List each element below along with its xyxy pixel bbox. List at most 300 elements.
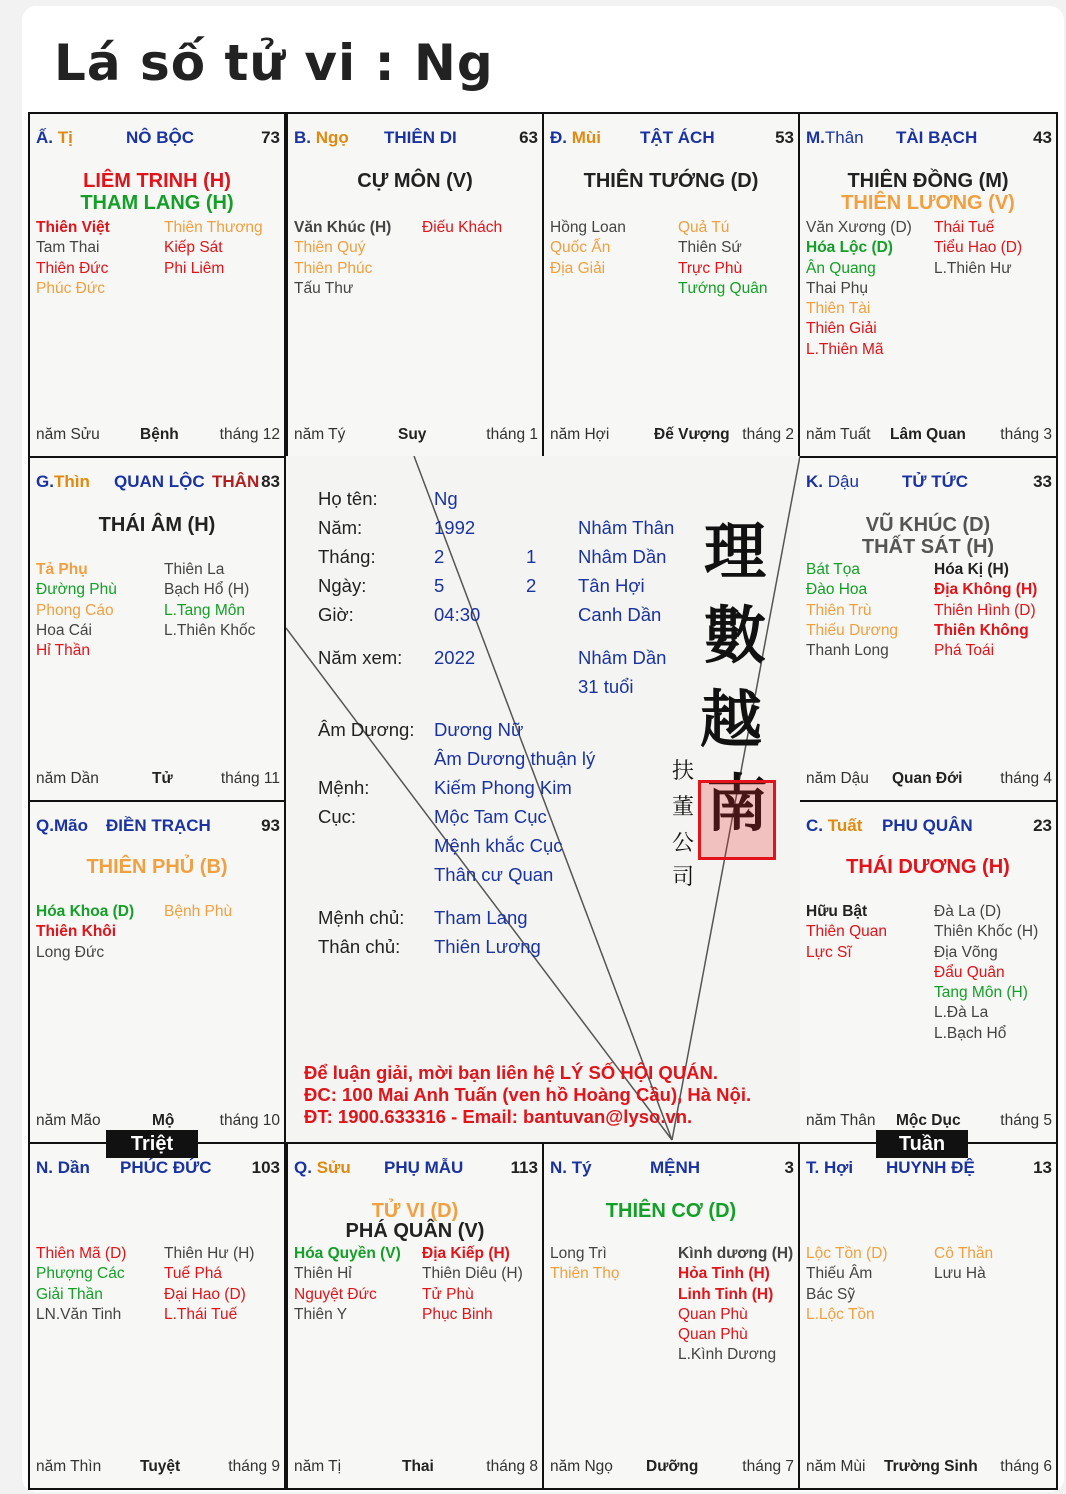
text-label: Mộ bbox=[152, 1112, 175, 1129]
text-label: Giải Thần bbox=[36, 1285, 103, 1303]
text-label: Hóa Khoa (D) bbox=[36, 903, 135, 920]
text-label: năm Tuất bbox=[806, 426, 871, 443]
text-label: Quả Tú bbox=[678, 219, 730, 236]
text-label: Thiên Mã (D) bbox=[36, 1245, 127, 1262]
star-column bbox=[678, 218, 767, 299]
text-label: 113 bbox=[510, 1158, 538, 1177]
text-label: Tả Phụ bbox=[36, 561, 88, 578]
text-label: Kiếp Sát bbox=[164, 239, 223, 257]
main-star: THIÊN CƠ (D) bbox=[605, 1200, 737, 1222]
text-label: Tử bbox=[152, 770, 173, 787]
text-label: 73 bbox=[261, 128, 280, 147]
palace-header bbox=[36, 472, 280, 496]
star-column bbox=[294, 218, 391, 299]
text-label: Linh Tinh (H) bbox=[678, 1285, 774, 1303]
text-label: năm Dậu bbox=[806, 770, 869, 787]
text-label: Trường Sinh bbox=[884, 1458, 978, 1475]
text-label: Hoa Cái bbox=[36, 621, 92, 639]
main-star: THIÊN TƯỚNG (D) bbox=[583, 170, 759, 192]
text-label: năm Tý bbox=[294, 426, 346, 443]
star-column bbox=[164, 1244, 254, 1325]
text-label: Tướng Quân bbox=[678, 279, 768, 297]
calligraphy-char: 越 bbox=[700, 683, 763, 756]
red-seal-stamp bbox=[698, 780, 776, 860]
palace-header bbox=[806, 128, 1052, 152]
text-label: 33 bbox=[1033, 472, 1052, 491]
palace-than bbox=[798, 112, 1058, 458]
text-label: Bệnh bbox=[140, 426, 179, 443]
text-label: Dương Nữ bbox=[434, 719, 524, 740]
text-label: Ấ. bbox=[36, 128, 53, 147]
text-label: Thiếu Âm bbox=[806, 1265, 873, 1283]
palace-hoi bbox=[798, 1142, 1058, 1490]
palace-ty bbox=[542, 1142, 800, 1490]
text-label: Phong Cáo bbox=[36, 601, 114, 619]
main-star: VŨ KHÚC (D) bbox=[865, 514, 991, 536]
palace-header bbox=[36, 1158, 280, 1182]
palace-footer bbox=[550, 1458, 794, 1478]
palace-ti bbox=[28, 112, 286, 458]
palace-mao bbox=[28, 800, 286, 1144]
star-column bbox=[164, 218, 263, 279]
star-column bbox=[36, 218, 110, 299]
palace-dau bbox=[798, 456, 1058, 802]
text-label: L.Thiên Khốc bbox=[164, 621, 256, 639]
text-label: L.Tang Môn bbox=[164, 601, 245, 619]
text-label: Thái Tuế bbox=[934, 219, 995, 236]
star-column bbox=[294, 1244, 401, 1325]
text-label: Địa Giải bbox=[550, 259, 606, 277]
text-label: M. bbox=[806, 128, 825, 147]
text-label: Địa Không (H) bbox=[934, 581, 1038, 599]
text-label: Văn Khúc (H) bbox=[294, 219, 392, 236]
text-label: TẬT ÁCH bbox=[640, 128, 715, 147]
text-label: Đ. bbox=[550, 128, 567, 147]
text-label: Địa Kiếp (H) bbox=[422, 1245, 510, 1262]
text-label: Quan Phù bbox=[678, 1305, 748, 1323]
text-label: Dần bbox=[57, 1158, 90, 1177]
palace-footer bbox=[294, 1458, 538, 1478]
text-label: 63 bbox=[519, 128, 538, 147]
text-label: tháng 2 bbox=[742, 426, 794, 443]
text-label: Ngọ bbox=[315, 128, 349, 147]
text-label: Thiên Sứ bbox=[678, 239, 742, 257]
text-label: Thiên Hỉ bbox=[294, 1265, 352, 1283]
palace-header bbox=[294, 128, 538, 152]
text-label: Tháng: bbox=[318, 546, 376, 567]
palace-footer bbox=[36, 1112, 280, 1132]
main-star: LIÊM TRINH (H) bbox=[83, 170, 231, 192]
star-column bbox=[164, 560, 255, 641]
text-label: Tuyệt bbox=[140, 1458, 181, 1475]
text-label: T. bbox=[806, 1158, 820, 1177]
palace-footer bbox=[550, 426, 794, 446]
star-column bbox=[164, 902, 232, 922]
text-label: Bệnh Phù bbox=[164, 903, 233, 920]
text-label: Tấu Thư bbox=[294, 279, 354, 297]
text-label: Thiên Tài bbox=[806, 300, 871, 318]
text-label: tháng 9 bbox=[228, 1458, 280, 1475]
text-label: Thiên Diêu (H) bbox=[422, 1265, 523, 1283]
palace-header bbox=[550, 1158, 794, 1182]
text-label: Đường Phù bbox=[36, 581, 117, 599]
calligraphy-char: 南 bbox=[706, 767, 769, 840]
text-label: Lưu Hà bbox=[934, 1265, 986, 1283]
text-label: Họ tên: bbox=[318, 488, 378, 509]
text-label: Thiên La bbox=[164, 561, 225, 578]
palace-footer bbox=[806, 1458, 1052, 1478]
text-label: 13 bbox=[1033, 1158, 1052, 1177]
text-label: Thiên Không bbox=[934, 621, 1029, 639]
text-label: Nhâm Dần bbox=[578, 647, 667, 668]
text-label: năm Tị bbox=[294, 1458, 342, 1475]
contact-line: Để luận giải, mời bạn liên hệ LÝ SỐ HỘI QUÁN. bbox=[304, 1062, 719, 1083]
text-label: Mệnh: bbox=[318, 777, 370, 798]
text-label: Tiểu Hao (D) bbox=[934, 239, 1023, 257]
text-label: 1 bbox=[526, 546, 537, 567]
text-label: L.Thiên Hư bbox=[934, 259, 1012, 277]
tuan-badge: Tuần bbox=[876, 1130, 968, 1158]
text-label: 23 bbox=[1033, 816, 1052, 835]
star-column bbox=[36, 1244, 126, 1325]
text-label: THIÊN DI bbox=[384, 128, 457, 147]
text-label: 董 bbox=[672, 795, 695, 820]
text-label: Long Trì bbox=[550, 1245, 607, 1262]
text-label: Cục: bbox=[318, 806, 357, 827]
palace-footer bbox=[806, 426, 1052, 446]
text-label: Tân Hợi bbox=[578, 575, 645, 596]
name-value: Ng bbox=[434, 488, 458, 509]
text-label: tháng 7 bbox=[742, 1458, 794, 1475]
text-label: K. bbox=[806, 472, 823, 491]
palace-footer bbox=[36, 1458, 280, 1478]
text-label: tháng 8 bbox=[486, 1458, 538, 1475]
text-label: Mộc Tam Cục bbox=[434, 806, 547, 827]
text-label: Lực Sĩ bbox=[806, 943, 852, 961]
text-label: Nhâm Thân bbox=[578, 517, 675, 538]
main-star: TỬ VI (D) bbox=[371, 1200, 459, 1222]
star-column bbox=[550, 1244, 620, 1285]
palace-footer bbox=[36, 426, 280, 446]
text-label: Nguyệt Đức bbox=[294, 1285, 377, 1303]
text-label: L.Thiên Mã bbox=[806, 340, 884, 358]
text-label: QUAN LỘC bbox=[114, 472, 205, 491]
text-label: Hỏa Tinh (H) bbox=[678, 1265, 770, 1283]
text-label: PHU QUÂN bbox=[882, 816, 973, 835]
text-label: N. bbox=[550, 1158, 567, 1177]
text-label: 103 bbox=[251, 1158, 280, 1177]
text-label: Phi Liêm bbox=[164, 259, 225, 277]
text-label: Thiên Y bbox=[294, 1305, 348, 1323]
text-label: Tý bbox=[571, 1158, 592, 1177]
text-label: Âm Dương: bbox=[318, 719, 415, 740]
palace-tuat bbox=[798, 800, 1058, 1144]
text-label: 43 bbox=[1033, 128, 1052, 147]
text-label: năm Mùi bbox=[806, 1458, 866, 1475]
text-label: PHỤ MẪU bbox=[384, 1158, 464, 1177]
text-label: Thiên Trù bbox=[806, 601, 872, 619]
text-label: tháng 5 bbox=[1000, 1112, 1052, 1129]
text-label: Điếu Khách bbox=[422, 219, 503, 236]
text-label: Thiếu Dương bbox=[806, 621, 899, 639]
star-column bbox=[934, 560, 1037, 661]
star-column bbox=[934, 218, 1022, 279]
text-label: Hóa Quyền (V) bbox=[294, 1245, 401, 1262]
star-column bbox=[806, 560, 898, 661]
text-label: Địa Võng bbox=[934, 943, 998, 961]
star-column bbox=[934, 1244, 993, 1285]
main-star: THAM LANG (H) bbox=[80, 192, 234, 214]
text-label: 3 bbox=[784, 1158, 794, 1177]
text-label: 31 tuổi bbox=[578, 676, 634, 697]
palace-header bbox=[806, 1158, 1052, 1182]
text-label: Mão bbox=[53, 816, 88, 835]
text-label: Tử Phù bbox=[422, 1285, 474, 1303]
text-label: G. bbox=[36, 472, 54, 491]
text-label: năm Ngọ bbox=[550, 1458, 613, 1475]
text-label: tháng 11 bbox=[220, 770, 280, 787]
text-label: Tham Lang bbox=[434, 907, 528, 928]
contact-line: ĐT: 1900.633316 - Email: bantuvan@lyso.vn. bbox=[304, 1106, 693, 1127]
text-label: Phúc Đức bbox=[36, 279, 105, 297]
text-label: Tang Môn (H) bbox=[934, 984, 1028, 1002]
palace-header bbox=[36, 816, 280, 840]
star-column bbox=[422, 218, 502, 238]
text-label: Hóa Lộc (D) bbox=[806, 239, 893, 257]
text-label: Bát Tọa bbox=[806, 561, 861, 578]
text-label: Thanh Long bbox=[806, 642, 889, 660]
text-label: 93 bbox=[261, 816, 280, 835]
text-label: Âm Dương thuận lý bbox=[434, 748, 596, 769]
main-star: THIÊN LƯƠNG (V) bbox=[841, 192, 1015, 214]
text-label: L.Kình Dương bbox=[678, 1346, 777, 1364]
text-label: Q. bbox=[294, 1158, 312, 1177]
text-label: Văn Xương (D) bbox=[806, 219, 912, 236]
star-column bbox=[550, 218, 626, 279]
text-label: Thiên Khốc (H) bbox=[934, 923, 1039, 941]
text-label: tháng 1 bbox=[486, 426, 538, 443]
text-label: Trực Phù bbox=[678, 259, 743, 277]
text-label: Thiên Đức bbox=[36, 259, 109, 277]
text-label: MỆNH bbox=[650, 1158, 701, 1177]
text-label: Dưỡng bbox=[646, 1458, 699, 1475]
text-label: Phá Toái bbox=[934, 642, 995, 660]
text-label: Năm: bbox=[318, 517, 363, 538]
star-column bbox=[806, 1244, 888, 1325]
text-label: Hữu Bật bbox=[806, 903, 868, 920]
palace-dan bbox=[28, 1142, 286, 1490]
text-label: Phượng Các bbox=[36, 1265, 125, 1283]
text-label: Thìn bbox=[53, 472, 90, 491]
star-column bbox=[36, 902, 134, 963]
text-label: Thai Phụ bbox=[806, 279, 869, 297]
palace-header bbox=[806, 816, 1052, 840]
text-label: L.Thái Tuế bbox=[164, 1305, 238, 1323]
text-label: Hỉ Thần bbox=[36, 642, 90, 660]
text-label: tháng 12 bbox=[219, 426, 280, 443]
text-label: TỬ TỨC bbox=[902, 472, 968, 491]
text-label: 04:30 bbox=[434, 604, 481, 625]
text-label: Thân cư Quan bbox=[434, 864, 554, 885]
page-title: Lá số tử vi : Ng bbox=[54, 34, 494, 92]
text-label: năm Dần bbox=[36, 770, 99, 787]
text-label: Thiên Lương bbox=[434, 936, 541, 957]
text-label: năm Sửu bbox=[36, 426, 100, 443]
text-label: Sửu bbox=[316, 1158, 351, 1177]
text-label: ĐIỀN TRẠCH bbox=[106, 816, 211, 835]
text-label: L.Đà La bbox=[934, 1004, 989, 1022]
text-label: 1992 bbox=[434, 517, 476, 538]
palace-mui bbox=[542, 112, 800, 458]
text-label: Q. bbox=[36, 816, 54, 835]
text-label: Bác Sỹ bbox=[806, 1285, 856, 1303]
text-label: tháng 3 bbox=[1000, 426, 1052, 443]
text-label: Thiên Giải bbox=[806, 320, 877, 338]
text-label: N. bbox=[36, 1158, 53, 1177]
text-label: Đại Hao (D) bbox=[164, 1285, 246, 1303]
calligraphy-char: 數 bbox=[704, 599, 767, 672]
palace-suu bbox=[286, 1142, 544, 1490]
text-label: tháng 6 bbox=[1000, 1458, 1052, 1475]
palace-footer bbox=[806, 770, 1052, 790]
text-label: Quan Đới bbox=[892, 770, 963, 787]
text-label: Tị bbox=[57, 128, 73, 147]
text-label: Mùi bbox=[571, 128, 602, 147]
text-label: Thân bbox=[824, 128, 864, 147]
main-star: PHÁ QUÂN (V) bbox=[345, 1220, 485, 1242]
palace-header bbox=[806, 472, 1052, 496]
palace-header bbox=[550, 128, 794, 152]
text-label: HUYNH ĐỆ bbox=[886, 1158, 975, 1177]
text-label: Quan Phù bbox=[678, 1326, 748, 1344]
text-label: LN.Văn Tinh bbox=[36, 1305, 122, 1323]
palace-ngo bbox=[286, 112, 544, 458]
triet-badge: Triệt bbox=[106, 1130, 198, 1158]
main-star: CỰ MÔN (V) bbox=[357, 170, 473, 192]
text-label: Hợi bbox=[823, 1158, 854, 1177]
main-star: THIÊN ĐỒNG (M) bbox=[847, 170, 1009, 192]
star-column bbox=[806, 902, 887, 963]
text-label: Mệnh chủ: bbox=[318, 907, 405, 928]
text-label: Thiên Việt bbox=[36, 219, 110, 236]
text-label: Kiếm Phong Kim bbox=[434, 777, 572, 798]
text-label: Tam Thai bbox=[36, 239, 100, 257]
text-label: Thai bbox=[402, 1458, 434, 1475]
text-label: Kình dương (H) bbox=[678, 1245, 794, 1262]
text-label: Thân chủ: bbox=[318, 936, 401, 957]
text-label: tháng 4 bbox=[1000, 770, 1052, 787]
text-label: 司 bbox=[672, 865, 695, 890]
text-label: Nhâm Dần bbox=[578, 546, 667, 567]
contact-line: ĐC: 100 Mai Anh Tuấn (ven hồ Hoàng Cầu), Hà Nội. bbox=[304, 1084, 752, 1105]
text-label: 2022 bbox=[434, 647, 476, 668]
text-label: B. bbox=[294, 128, 311, 147]
text-label: Canh Dần bbox=[578, 604, 662, 625]
star-column bbox=[678, 1244, 793, 1366]
text-label: L.Lộc Tồn bbox=[806, 1305, 875, 1323]
text-label: Thiên Quan bbox=[806, 923, 887, 941]
text-label: Hóa Kị (H) bbox=[934, 561, 1009, 578]
text-label: Long Đức bbox=[36, 943, 105, 961]
text-label: năm Hợi bbox=[550, 426, 610, 443]
text-label: TÀI BẠCH bbox=[896, 128, 978, 147]
text-label: Quốc Ấn bbox=[550, 239, 611, 257]
main-star: THÁI DƯƠNG (H) bbox=[846, 856, 1010, 878]
text-label: Ngày: bbox=[318, 575, 367, 596]
palace-header bbox=[294, 1158, 538, 1182]
text-label: Lộc Tồn (D) bbox=[806, 1245, 888, 1262]
text-label: Thiên Hư (H) bbox=[164, 1245, 255, 1262]
text-label: Tuất bbox=[827, 816, 863, 835]
text-label: Lâm Quan bbox=[890, 426, 966, 443]
center-info-panel bbox=[286, 456, 800, 1142]
text-label: Mệnh khắc Cục bbox=[434, 835, 563, 856]
text-label: Giờ: bbox=[318, 604, 354, 625]
text-label: Suy bbox=[398, 426, 427, 443]
palace-footer bbox=[294, 426, 538, 446]
text-label: tháng 10 bbox=[219, 1112, 280, 1129]
text-label: Thiên Thương bbox=[164, 219, 263, 236]
text-label: Phục Binh bbox=[422, 1305, 493, 1323]
text-label: Tuế Phá bbox=[164, 1265, 223, 1283]
star-column bbox=[422, 1244, 523, 1325]
text-label: PHÚC ĐỨC bbox=[120, 1158, 212, 1177]
text-label: 2 bbox=[526, 575, 537, 596]
text-label: Cô Thần bbox=[934, 1245, 994, 1262]
text-label: năm Thân bbox=[806, 1112, 876, 1129]
text-label: THÂN bbox=[212, 472, 260, 491]
star-column bbox=[36, 560, 117, 661]
text-label: năm Mão bbox=[36, 1112, 101, 1129]
text-label: 公 bbox=[672, 831, 695, 856]
text-label: năm Thìn bbox=[36, 1458, 102, 1475]
main-star: THẤT SÁT (H) bbox=[861, 536, 995, 558]
text-label: Bạch Hổ (H) bbox=[164, 581, 250, 599]
text-label: 5 bbox=[434, 575, 445, 596]
text-label: Đẩu Quân bbox=[934, 963, 1005, 981]
text-label: Thiên Khôi bbox=[36, 923, 117, 941]
text-label: Hồng Loan bbox=[550, 219, 626, 236]
text-label: Thiên Quý bbox=[294, 239, 366, 257]
text-label: Ân Quang bbox=[806, 259, 876, 277]
text-label: 扶 bbox=[672, 759, 695, 784]
text-label: Thiên Thọ bbox=[550, 1265, 620, 1283]
text-label: L.Bạch Hổ bbox=[934, 1024, 1007, 1042]
calligraphy-char: 理 bbox=[704, 515, 767, 588]
palace-header bbox=[36, 128, 280, 152]
text-label: 83 bbox=[261, 472, 280, 491]
star-column bbox=[806, 218, 912, 360]
star-column bbox=[934, 902, 1038, 1044]
text-label: Thiên Hình (D) bbox=[934, 601, 1036, 619]
palace-footer bbox=[806, 1112, 1052, 1132]
text-label: Đào Hoa bbox=[806, 581, 868, 599]
main-star: THIÊN PHỦ (B) bbox=[86, 856, 228, 878]
text-label: Dậu bbox=[827, 472, 859, 491]
text-label: Mộc Dục bbox=[896, 1112, 961, 1129]
text-label: Đế Vượng bbox=[654, 426, 730, 443]
palace-name: NÔ BỘC bbox=[126, 128, 194, 147]
text-label: 53 bbox=[775, 128, 794, 147]
main-star: THÁI ÂM (H) bbox=[98, 514, 216, 536]
palace-footer bbox=[36, 770, 280, 790]
text-label: Năm xem: bbox=[318, 647, 403, 668]
palace-thin bbox=[28, 456, 286, 802]
text-label: 2 bbox=[434, 546, 445, 567]
text-label: Thiên Phúc bbox=[294, 259, 373, 277]
text-label: C. bbox=[806, 816, 823, 835]
text-label: Đà La (D) bbox=[934, 903, 1002, 920]
